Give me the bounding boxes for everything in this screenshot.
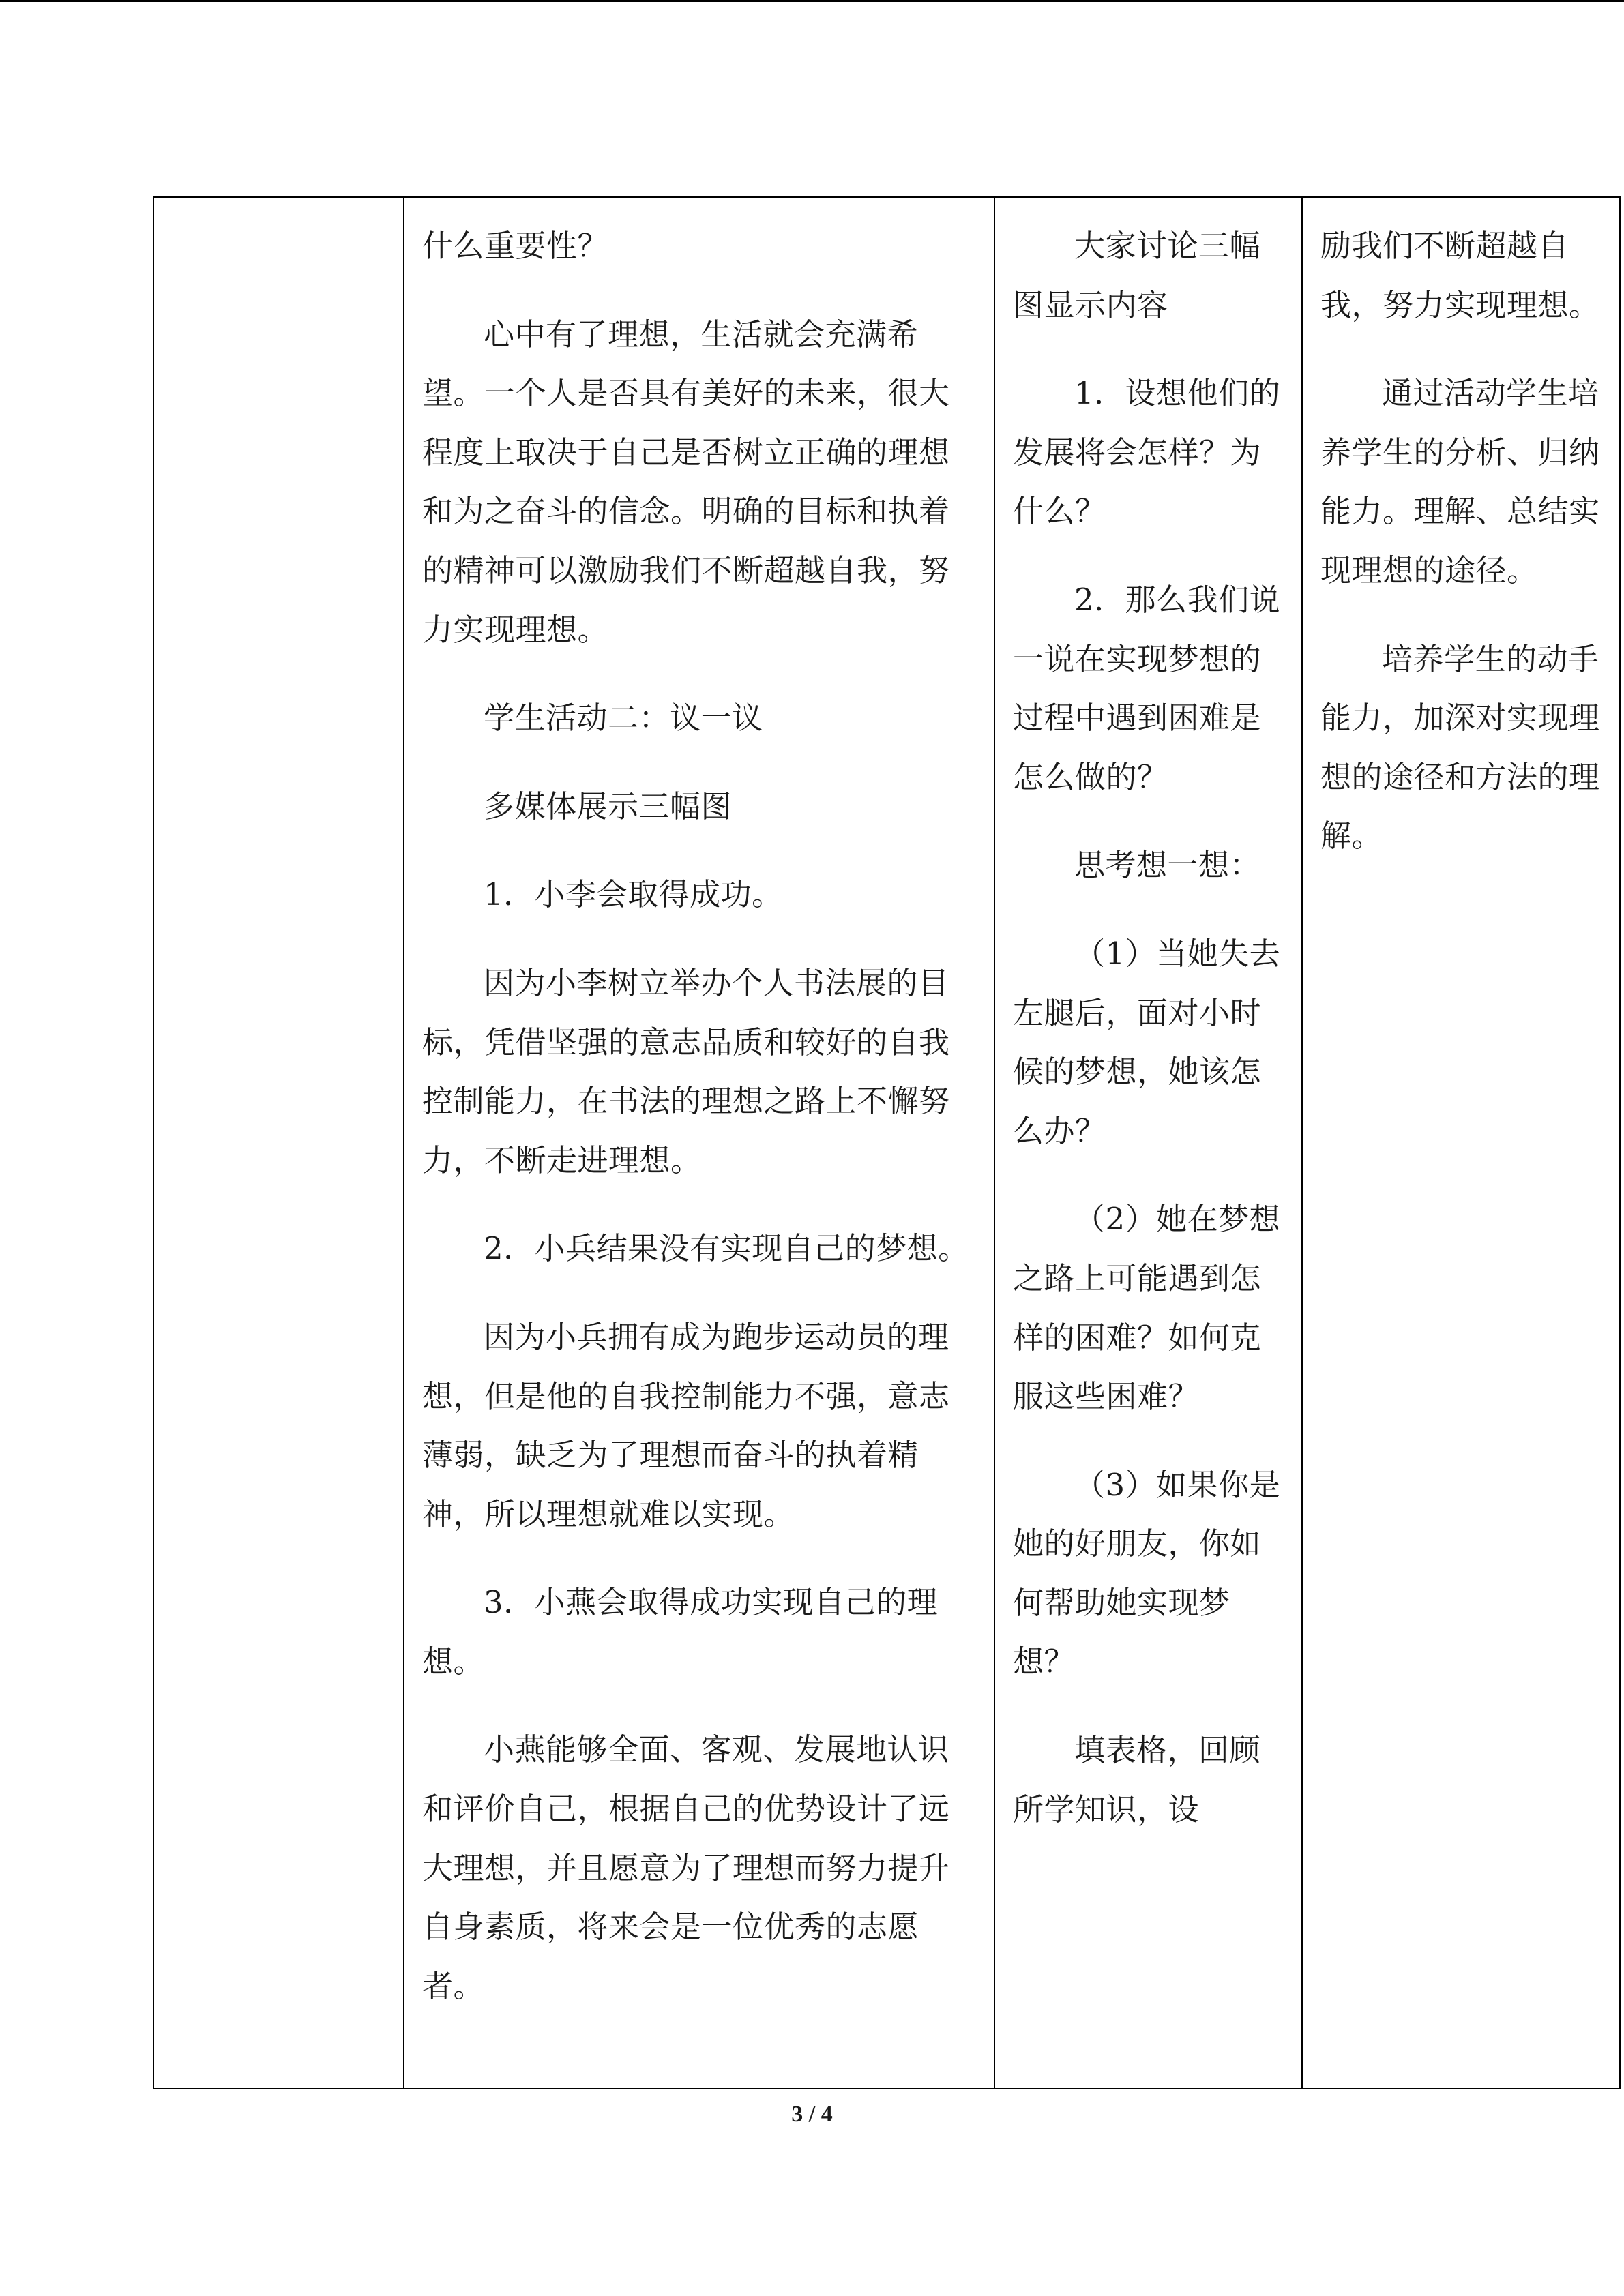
- paragraph: 3．小燕会取得成功实现自己的理想。: [422, 1584, 939, 1680]
- paragraph: （1）当她失去左腿后，面对小时候的梦想，她该怎么办？: [1013, 935, 1281, 1149]
- paragraph: （2）她在梦想之路上可能遇到怎样的困难？如何克服这些困难？: [1013, 1201, 1281, 1415]
- paragraph: 励我们不断超越自我，努力实现理想。: [1320, 228, 1600, 323]
- paragraph: 培养学生的动手能力，加深对实现理想的途径和方法的理解。: [1320, 640, 1600, 854]
- paragraph: 1．小李会取得成功。: [484, 876, 783, 913]
- paragraph: 学生活动二：议一议: [484, 700, 763, 736]
- top-border-line: [0, 0, 1624, 2]
- paragraph: 2．那么我们说一说在实现梦想的过程中遇到困难是怎么做的？: [1013, 581, 1281, 795]
- paragraph: 大家讨论三幅图显示内容: [1013, 228, 1261, 323]
- paragraph: 因为小李树立举办个人书法展的目标，凭借坚强的意志品质和较好的自我控制能力，在书法的理想之路上不懈努力，不断走进理想。: [422, 964, 950, 1178]
- design-intent-cell: [1302, 197, 1620, 2089]
- teacher-activity-cell: [404, 197, 994, 2089]
- lesson-plan-table: [153, 196, 1621, 2089]
- paragraph: 填表格，回顾所学知识，设: [1013, 1732, 1261, 1828]
- paragraph: 多媒体展示三幅图: [484, 788, 733, 824]
- paragraph: 思考想一想：: [1074, 847, 1261, 884]
- paragraph: 1．设想他们的发展将会怎样？为什么？: [1013, 375, 1281, 530]
- paragraph: （3）如果你是她的好朋友，你如何帮助她实现梦想？: [1013, 1466, 1281, 1680]
- paragraph: 小燕能够全面、客观、发展地认识和评价自己，根据自己的优势设计了远大理想，并且愿意为了理想而努力提升自身素质，将来会是一位优秀的志愿者。: [422, 1731, 950, 2004]
- paragraph: 2．小兵结果没有实现自己的梦想。: [484, 1230, 969, 1267]
- table-row: [153, 197, 1620, 2089]
- paragraph: 什么重要性？: [422, 228, 609, 264]
- student-activity-cell: [994, 197, 1302, 2089]
- paragraph: 心中有了理想，生活就会充满希望。一个人是否具有美好的未来，很大程度上取决于自己是否树立正确的理想和为之奋斗的信念。明确的目标和执着的精神可以激励我们不断超越自我，努力实现理想。: [422, 316, 950, 648]
- stage-column-cell: [153, 197, 404, 2089]
- paragraph: 因为小兵拥有成为跑步运动员的理想，但是他的自我控制能力不强，意志薄弱，缺乏为了理想而奋斗的执着精神，所以理想就难以实现。: [422, 1318, 950, 1532]
- paragraph: 通过活动学生培养学生的分析、归纳能力。理解、总结实现理想的途径。: [1320, 375, 1600, 588]
- page-number: 3 / 4: [791, 2102, 833, 2127]
